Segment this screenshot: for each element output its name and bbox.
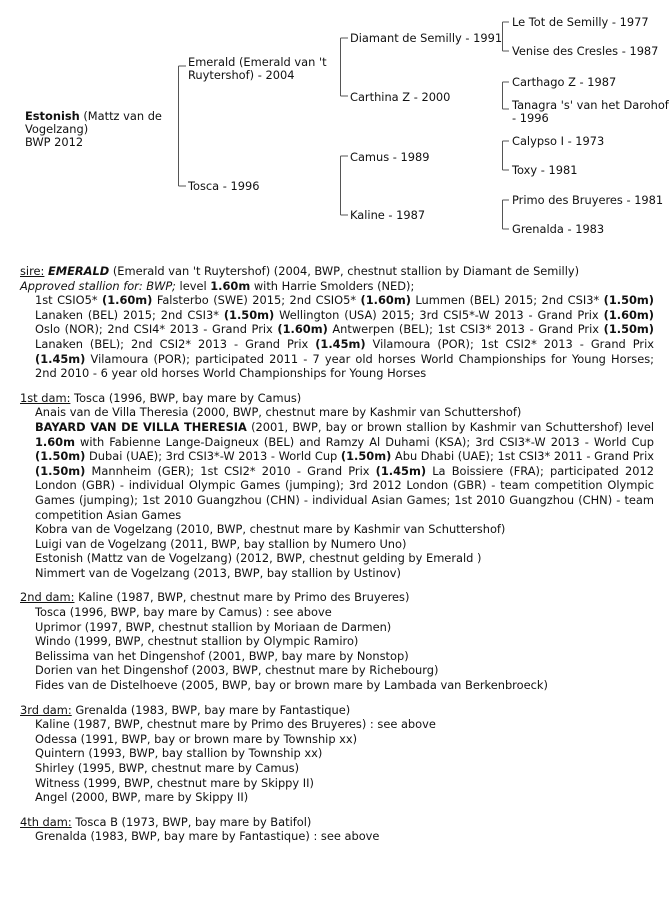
- text-segment: Mannheim (GER); 1st CSI2* 2010 - Grand Prix: [85, 463, 376, 478]
- offspring-item: Windo (1999, BWP, chestnut stallion by Olympic Ramiro): [35, 634, 359, 649]
- approved-level: 1.60m: [210, 278, 251, 293]
- text-segment: Abu Dhabi (UAE); 1st CSI3* 2011 - Grand Prix: [391, 449, 654, 464]
- pedigree-dsd: Toxy - 1981: [512, 163, 578, 177]
- bold-segment: (1.45m): [375, 463, 427, 478]
- offspring-item: Quintern (1993, BWP, bay stallion by Township xx): [35, 746, 323, 761]
- pedigree-sire: [188, 56, 327, 82]
- dam3-section: [20, 703, 654, 805]
- text-segment: Falsterbo (SWE) 2015; 2nd CSIO5*: [152, 293, 361, 308]
- approved-level-prefix: level: [175, 278, 211, 293]
- sdd-line-2: - 1996: [512, 111, 549, 125]
- pedigree-sire-dam: Carthina Z - 2000: [350, 90, 451, 104]
- text-segment: Lanaken (BEL) 2015; 2nd CSI3*: [35, 307, 224, 322]
- dam2-label: 2nd dam:: [20, 590, 75, 605]
- dam4-offspring: [20, 829, 654, 844]
- offspring-item: Witness (1999, BWP, chestnut mare by Skippy II): [35, 775, 314, 790]
- pedigree-sss: Le Tot de Semilly - 1977: [512, 15, 649, 29]
- approved-for: Approved stallion for: BWP;: [20, 278, 176, 293]
- sire-info: (Emerald van 't Ruytershof) (2004, BWP, chestnut stallion by Diamant de Semilly): [109, 264, 580, 278]
- pedigree-dam-sire: Camus - 1989: [350, 150, 430, 164]
- dam2-heading: [20, 590, 654, 605]
- text-segment: Vilamoura (POR); 1st CSI2* 2013 - Grand Prix: [365, 336, 654, 351]
- pedigree-text: [20, 264, 654, 854]
- sire-section: [20, 264, 654, 381]
- bold-segment: (1.50m): [35, 449, 86, 464]
- pedigree-ddd: Grenalda - 1983: [512, 222, 605, 236]
- dam1-label: 1st dam:: [20, 390, 71, 405]
- text-segment: 1st CSIO5*: [35, 293, 102, 308]
- dam3-label: 3rd dam:: [20, 702, 72, 717]
- dam1-section: [20, 391, 654, 581]
- text-segment: Dubai (UAE); 3rd CSI3*-W 2013 - World Cup: [85, 449, 341, 464]
- sire-heading: [20, 264, 654, 279]
- offspring-item: Tosca (1996, BWP, bay mare by Camus) : see above: [35, 605, 332, 620]
- offspring-item: Angel (2000, BWP, mare by Skippy II): [35, 790, 249, 805]
- dam1-offspring-after: [20, 522, 654, 580]
- dam2-offspring: [20, 605, 654, 693]
- dam4-head: Tosca B (1973, BWP, bay mare by Batifol): [71, 814, 312, 829]
- bold-segment: (1.50m): [223, 307, 275, 322]
- bold-segment: (1.60m): [603, 307, 654, 322]
- dam1-offspring-before: [20, 405, 654, 420]
- bold-segment: (1.60m): [277, 322, 328, 337]
- offspring-item: Odessa (1991, BWP, bay or brown mare by Township xx): [35, 731, 358, 746]
- offspring-item: Shirley (1995, BWP, chestnut mare by Camus): [35, 761, 300, 775]
- sire-line-1: Emerald (Emerald van 't: [188, 55, 327, 69]
- subject-alt-name: (Mattz van de: [83, 109, 162, 123]
- pedigree-sdd: [512, 99, 669, 125]
- dam4-label: 4th dam:: [20, 814, 72, 829]
- dam3-head: Grenalda (1983, BWP, bay mare by Fantastique): [71, 702, 351, 717]
- text-segment: (2001, BWP, bay or brown stallion by Kashmir van Schuttershof) level: [246, 419, 654, 434]
- offspring-item: Luigi van de Vogelzang (2011, BWP, bay stallion by Numero Uno): [35, 536, 407, 551]
- subject-studbook: BWP 2012: [25, 135, 84, 149]
- subject-alt-name-2: Vogelzang): [25, 122, 89, 136]
- bold-segment: 1.60m: [35, 434, 75, 449]
- sire-approval: [20, 279, 654, 294]
- offspring-item: Uprimor (1997, BWP, chestnut stallion by Moriaan de Darmen): [35, 619, 392, 634]
- bold-segment: (1.50m): [340, 449, 392, 464]
- text-segment: with Fabienne Lange-Daigneux (BEL) and Ramzy Al Duhami (KSA); 3rd CSI3*-W 2013 - World Cup: [74, 434, 654, 449]
- dam2-head: Kaline (1987, BWP, chestnut mare by Primo des Bruyeres): [74, 590, 410, 605]
- pedigree-sire-sire: Diamant de Semilly - 1991: [350, 31, 503, 45]
- offspring-item: Grenalda (1983, BWP, bay mare by Fantastique) : see above: [35, 829, 380, 844]
- offspring-item: Anais van de Villa Theresia (2000, BWP, chestnut mare by Kashmir van Schuttershof): [35, 405, 522, 420]
- sire-label: sire:: [20, 264, 45, 278]
- pedigree-sds: Carthago Z - 1987: [512, 75, 617, 89]
- offspring-item: Belissima van het Dingenshof (2001, BWP, bay mare by Nonstop): [35, 648, 409, 663]
- bold-segment: (1.60m): [101, 293, 153, 308]
- pedigree-subject: [25, 110, 175, 149]
- text-segment: Lummen (BEL) 2015; 2nd CSI3*: [410, 293, 604, 308]
- pedigree-dds: Primo des Bruyeres - 1981: [512, 193, 664, 207]
- dam3-offspring: [20, 717, 654, 805]
- offspring-item: Kobra van de Vogelzang (2010, BWP, chestnut mare by Kashmir van Schuttershof): [35, 522, 506, 537]
- dam4-section: [20, 815, 654, 844]
- dam4-heading: [20, 815, 654, 830]
- sire-results: [20, 293, 654, 381]
- subject-name: Estonish: [25, 109, 80, 123]
- text-segment: Wellington (USA) 2015; 3rd CSI5*-W 2013 - Grand Prix: [274, 307, 604, 322]
- pedigree-ssd: Venise des Cresles - 1987: [512, 44, 659, 58]
- pedigree-dss: Calypso I - 1973: [512, 134, 605, 148]
- bold-segment: (1.50m): [35, 463, 86, 478]
- bold-segment: (1.45m): [315, 336, 366, 351]
- bold-segment: (1.45m): [35, 351, 86, 366]
- dam1-heading: [20, 391, 654, 406]
- offspring-item: Kaline (1987, BWP, chestnut mare by Primo des Bruyeres) : see above: [35, 717, 436, 732]
- text-segment: La Boissiere (FRA); participated 2012 London (GBR) - individual Olympic Games (jumping); 3rd 2012 London (GBR) - team competition Olympic Games (jumping); 1st 2010 Guangzhou (CHN) - individual Asian Games; 1st 2010 Guangzhou (CHN) - team competition Asian Games: [35, 463, 654, 522]
- bold-segment: BAYARD VAN DE VILLA THERESIA: [35, 419, 247, 434]
- offspring-item: Dorien van het Dingenshof (2003, BWP, chestnut mare by Richebourg): [35, 663, 439, 678]
- text-segment: Antwerpen (BEL); 1st CSI3* 2013 - Grand Prix: [327, 322, 604, 337]
- sire-line-2: Ruytershof) - 2004: [188, 68, 295, 82]
- offspring-item: Nimmert van de Vogelzang (2013, BWP, bay stallion by Ustinov): [35, 565, 401, 580]
- bold-segment: (1.60m): [360, 293, 411, 308]
- pedigree-chart: [0, 0, 670, 250]
- bold-segment: (1.50m): [603, 293, 655, 308]
- text-segment: Lanaken (BEL); 2nd CSI2* 2013 - Grand Prix: [35, 336, 316, 351]
- pedigree-dam: Tosca - 1996: [188, 179, 260, 193]
- dam1-head: Tosca (1996, BWP, bay mare by Camus): [70, 390, 302, 405]
- text-segment: Vilamoura (POR); participated 2011 - 7 year old horses World Championships for Young Horses; 2nd 2010 - 6 year old horses World Championships for Young Horses: [35, 351, 654, 381]
- sire-name: EMERALD: [48, 264, 110, 278]
- dam1-bayard: [20, 420, 654, 522]
- text-segment: Oslo (NOR); 2nd CSI4* 2013 - Grand Prix: [35, 322, 278, 337]
- sdd-line-1: Tanagra 's' van het Darohof: [512, 98, 669, 112]
- dam2-section: [20, 590, 654, 692]
- offspring-item: Fides van de Distelhoeve (2005, BWP, bay or brown mare by Lambada van Berkenbroeck): [35, 678, 548, 693]
- approved-rider: with Harrie Smolders (NED);: [250, 278, 415, 293]
- dam3-heading: [20, 703, 654, 718]
- bold-segment: (1.50m): [603, 322, 654, 337]
- offspring-item: Estonish (Mattz van de Vogelzang) (2012, BWP, chestnut gelding by Emerald ): [35, 551, 482, 566]
- pedigree-dam-dam: Kaline - 1987: [350, 208, 426, 222]
